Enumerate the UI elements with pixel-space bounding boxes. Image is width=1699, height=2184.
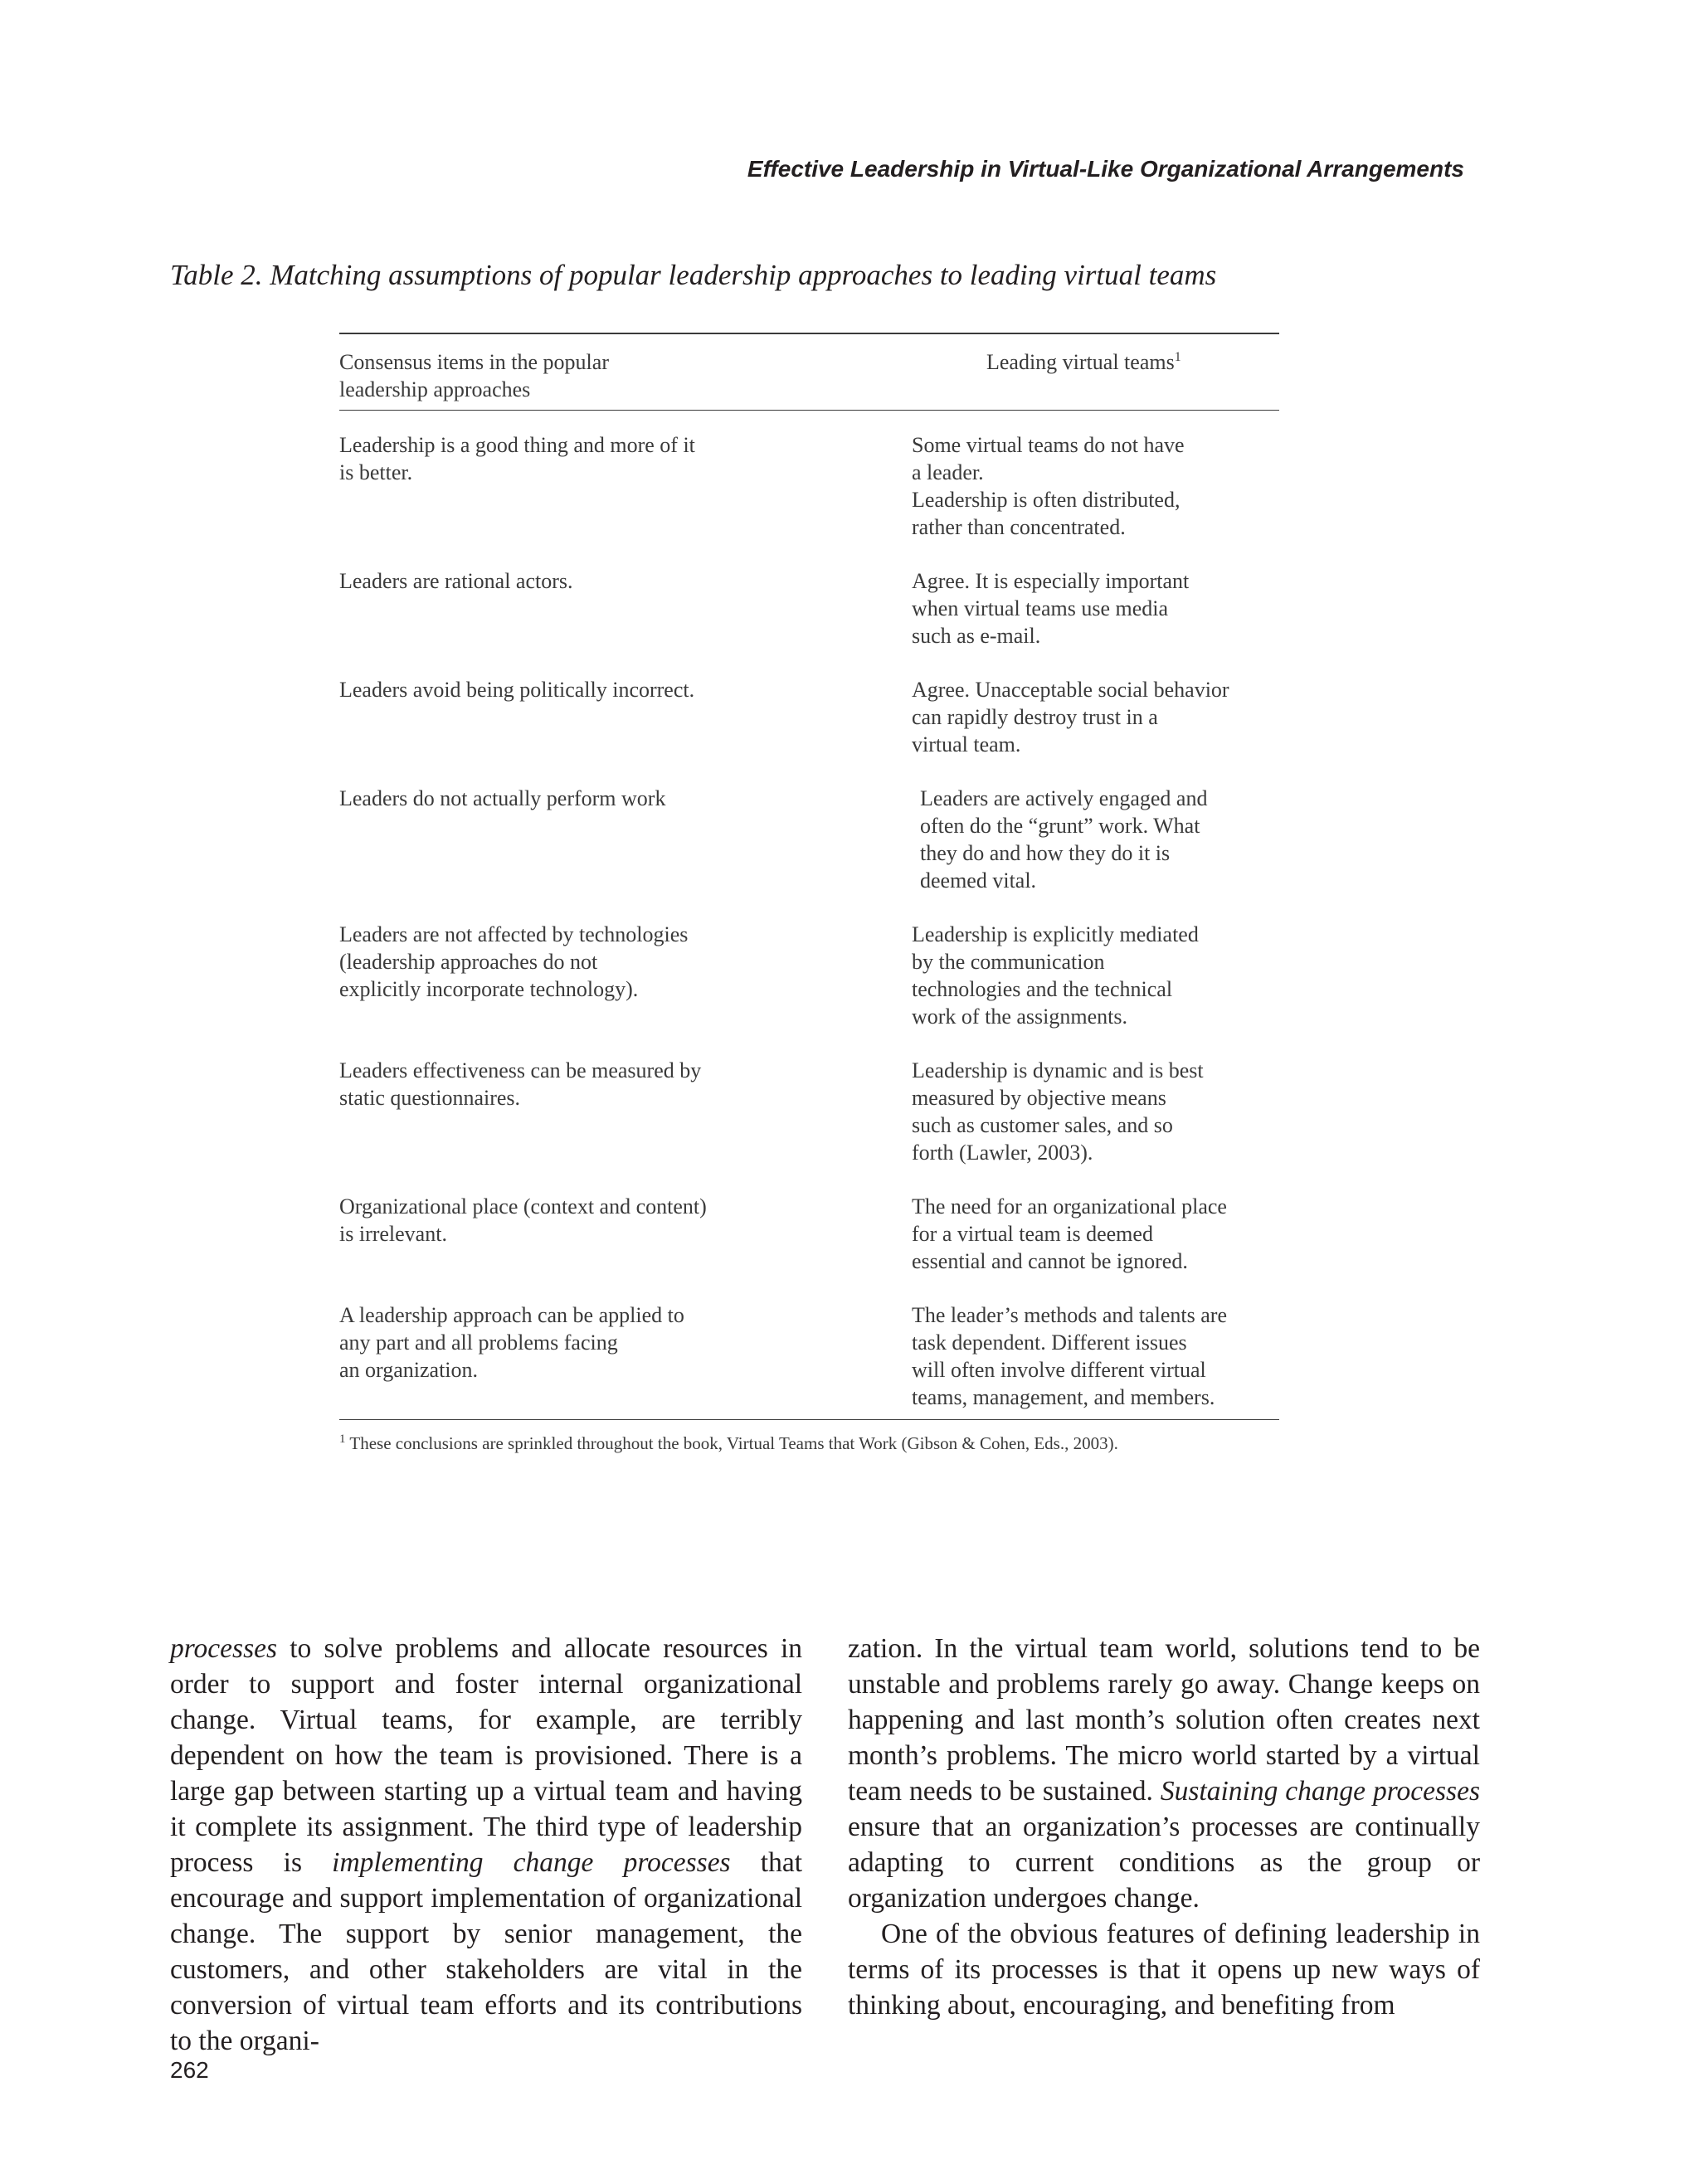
row-2-virtual-teams: Agree. It is especially important when virtual teams use media such as e-mail. [912,569,1190,648]
row-8-virtual-teams: The leader’s methods and talents are task dependent. Different issues will often involve different virtual teams, management, and members. [912,1303,1227,1409]
term-processes: processes [170,1633,278,1664]
header-right [912,348,1279,403]
row-7-assumption: Organizational place (context and content) is irrelevant. [339,1194,707,1246]
table-caption: Table 2. Matching assumptions of popular leadership approaches to leading virtual teams [170,259,1217,291]
table-row [339,567,1279,649]
left-text-1: to solve problems and allocate resources in order to support and foster internal organizational change. Virtual teams, for example, are terribly dependent on how the team is provisioned. There is a large gap between starting up a virtual team and having it complete its assignment. The third type of leadership process is [170,1633,802,1878]
table-header-row [339,334,1279,410]
footnote-mark: 1 [339,1432,346,1446]
right-paragraph-1 [848,1631,1480,1916]
row-6-virtual-teams: Leadership is dynamic and is best measured by objective means such as customer sales, and so forth (Lawler, 2003). [912,1058,1204,1165]
page-number: 262 [170,2057,209,2083]
table-row [339,921,1279,1030]
row-7-virtual-teams: The need for an organizational place for a virtual team is deemed essential and cannot be ignored. [912,1194,1227,1273]
header-left: Consensus items in the popular leadership approaches [339,350,609,401]
row-1-assumption: Leadership is a good thing and more of it is better. [339,433,695,484]
table-row [339,676,1279,758]
row-4-virtual-teams: Leaders are actively engaged and often do the “grunt” work. What they do and how they do it is deemed vital. [920,786,1208,893]
left-paragraph [170,1631,802,2059]
row-2-assumption: Leaders are rational actors. [339,569,573,593]
footnote-text: These conclusions are sprinkled throughout the book, Virtual Teams that Work (Gibson & Cohen, Eds., 2003). [349,1433,1118,1453]
table-row [339,1057,1279,1166]
table-row [339,1193,1279,1275]
row-3-assumption: Leaders avoid being politically incorrect. [339,678,695,702]
table-row [339,1301,1279,1411]
header-right-label: Leading virtual teams [986,350,1175,374]
term-sustaining-change-processes: Sustaining change processes [1160,1776,1480,1807]
right-text-1: zation. In the virtual team world, solutions tend to be unstable and problems rarely go away. Change keeps on happening and last month’s solution often creates next month’s problems. The micro world started by a virtual team needs to be sustained. [848,1633,1480,1807]
table-body [339,411,1279,1419]
row-1-virtual-teams: Some virtual teams do not have a leader. Leadership is often distributed, rather than concentrated. [912,433,1185,539]
body-left-column [170,1631,802,2059]
row-5-virtual-teams: Leadership is explicitly mediated by the communication technologies and the technical work of the assignments. [912,922,1199,1029]
table-footnote [339,1420,1279,1457]
right-text-2: ensure that an organization’s processes are continually adapting to current conditions as the group or organization undergoes change. [848,1812,1480,1914]
running-head: Effective Leadership in Virtual-Like Organizational Arrangements [747,156,1464,182]
table-row [339,785,1279,894]
table-row [339,431,1279,541]
row-3-virtual-teams: Agree. Unacceptable social behavior can rapidly destroy trust in a virtual team. [912,678,1229,756]
row-4-assumption: Leaders do not actually perform work [339,786,666,810]
term-implementing-change-processes: implementing change processes [332,1847,731,1878]
row-6-assumption: Leaders effectiveness can be measured by static questionnaires. [339,1058,702,1110]
right-paragraph-2: One of the obvious features of defining leadership in terms of its processes is that it opens up new ways of thinking about, encouraging, and benefiting from [848,1919,1480,2021]
row-8-assumption: A leadership approach can be applied to any part and all problems facing an organization. [339,1303,684,1382]
left-text-2: that encourage and support implementation of organizational change. The support by senior management, the customers, and other stakeholders are vital in the conversion of virtual team efforts and its contributions to the organi- [170,1847,803,2056]
leadership-table [339,333,1279,1457]
header-footnote-mark: 1 [1174,350,1181,364]
body-right-column [848,1631,1480,2023]
row-5-assumption: Leaders are not affected by technologies (leadership approaches do not explicitly incorporate technology). [339,922,689,1001]
